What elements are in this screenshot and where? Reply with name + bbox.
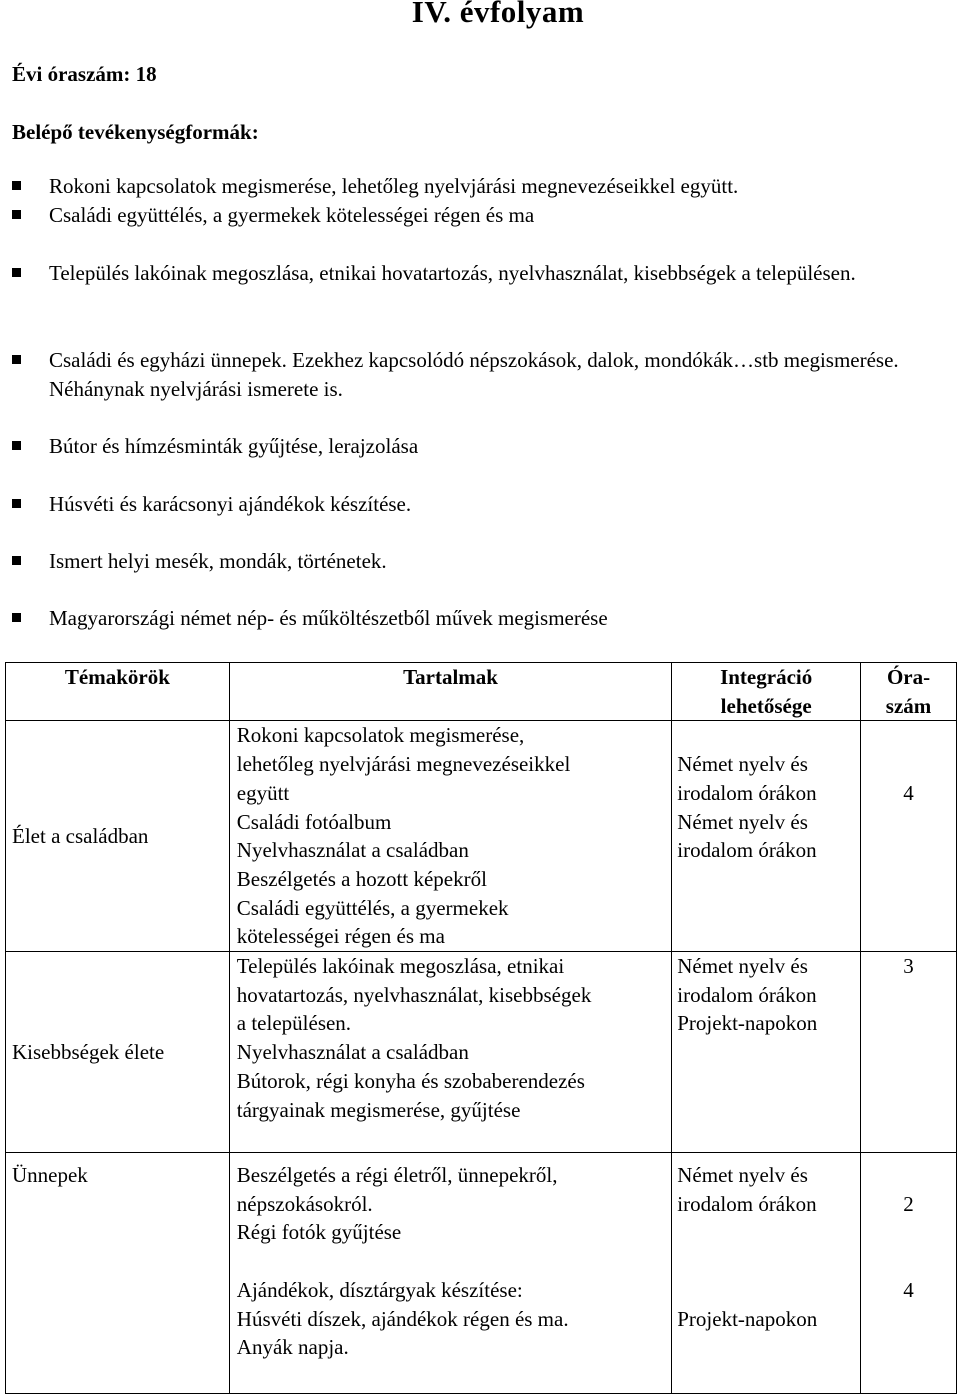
list-item [12, 432, 912, 461]
topic-cell: Élet a családban [6, 721, 230, 952]
content-line: Anyák napja. [236, 1335, 349, 1360]
integration-line: Német nyelv és [677, 1163, 808, 1188]
header-integration [672, 663, 861, 721]
spacer [861, 750, 956, 779]
square-bullet-icon [12, 268, 21, 277]
content-line: Nyelvhasználat a családban [236, 1040, 469, 1065]
square-bullet-icon [12, 181, 21, 190]
integration-line: Német nyelv és [677, 809, 808, 834]
integration-cell [672, 721, 861, 952]
content-cell [229, 952, 671, 1153]
table-row [6, 1153, 957, 1394]
list-item-text: Családi együttélés, a gyermekek kötelességei régen és ma [49, 203, 535, 227]
integration-line: Projekt-napokon [677, 1011, 818, 1036]
content-line: Rokoni kapcsolatok megismerése, [236, 723, 525, 748]
square-bullet-icon [12, 499, 21, 508]
header-integration-line1: Integráció [720, 665, 813, 689]
header-hours-line1: Óra- [886, 665, 931, 689]
content-line: Családi együttélés, a gyermekek [236, 895, 509, 920]
header-contents: Tartalmak [229, 663, 671, 721]
list-item-text: Rokoni kapcsolatok megismerése, lehetőleg nyelvjárási megnevezéseikkel együtt. [49, 174, 739, 198]
hours-cell [861, 721, 957, 952]
hours-value: 2 [903, 1191, 914, 1216]
list-item-text: Magyarországi német nép- és műköltészetből művek megismerése [49, 606, 608, 630]
table-row [6, 952, 957, 1153]
spacer [861, 1161, 956, 1190]
hours-value: 4 [903, 780, 914, 805]
list-item [12, 172, 912, 201]
list-item [12, 604, 912, 633]
hours-cell [861, 1153, 957, 1394]
content-line: népszokásokról. [236, 1191, 373, 1216]
square-bullet-icon [12, 355, 21, 364]
topic-cell: Kisebbségek élete [6, 952, 230, 1153]
hours-value: 3 [903, 954, 914, 979]
list-item [12, 490, 912, 519]
integration-line: Német nyelv és [677, 752, 808, 777]
square-bullet-icon [12, 613, 21, 622]
spacer [861, 721, 956, 750]
integration-line: irodalom órákon [677, 982, 817, 1007]
content-line: hovatartozás, nyelvhasználat, kisebbségek [236, 982, 592, 1007]
content-line: Régi fotók gyűjtése [236, 1220, 402, 1245]
content-line: lehetőleg nyelvjárási megnevezéseikkel [236, 752, 571, 777]
content-line: Nyelvhasználat a családban [236, 838, 469, 863]
content-line: Beszélgetés a régi életről, ünnepekről, [236, 1163, 558, 1188]
topic-cell: Ünnepek [6, 1153, 230, 1394]
table-row [6, 721, 957, 952]
integration-line: Projekt-napokon [677, 1306, 818, 1331]
table-header-row [6, 663, 957, 721]
content-line: együtt [236, 780, 290, 805]
hours-cell [861, 952, 957, 1153]
square-bullet-icon [12, 556, 21, 565]
spacer [677, 1276, 860, 1305]
list-item [12, 547, 912, 576]
content-line: a településen. [236, 1011, 352, 1036]
content-cell [229, 1153, 671, 1394]
spacer [861, 1218, 956, 1247]
spacer [861, 1247, 956, 1276]
list-item-text: Ismert helyi mesék, mondák, történetek. [49, 549, 387, 573]
content-line: tárgyainak megismerése, gyűjtése [236, 1097, 521, 1122]
header-hours [861, 663, 957, 721]
page-title: IV. évfolyam [411, 0, 585, 29]
list-item-text: Település lakóinak megoszlása, etnikai hovatartozás, nyelvhasználat, kisebbségek a településen. [49, 261, 856, 285]
square-bullet-icon [12, 210, 21, 219]
list-item [12, 259, 912, 288]
list-item [12, 201, 912, 230]
content-line: kötelességei régen és ma [236, 924, 445, 949]
list-item [12, 346, 912, 404]
curriculum-table [5, 662, 957, 1394]
integration-cell [672, 1153, 861, 1394]
activities-heading: Belépő tevékenységformák: [12, 120, 259, 144]
content-line: Családi fotóalbum [236, 809, 392, 834]
header-topics: Témakörök [6, 663, 230, 721]
header-hours-line2: szám [885, 693, 932, 718]
hours-value: 4 [903, 1277, 914, 1302]
integration-line: irodalom órákon [677, 780, 817, 805]
header-integration-line2: lehetősége [720, 693, 812, 718]
spacer [677, 721, 860, 750]
content-line: Húsvéti díszek, ajándékok régen és ma. [236, 1306, 569, 1331]
list-item-text: Húsvéti és karácsonyi ajándékok készítése. [49, 492, 412, 516]
integration-cell [672, 952, 861, 1153]
spacer [237, 1247, 667, 1276]
integration-line: irodalom órákon [677, 1191, 817, 1216]
annual-hours: Évi óraszám: 18 [12, 62, 157, 86]
content-line: Bútorok, régi konyha és szobaberendezés [236, 1068, 585, 1093]
square-bullet-icon [12, 441, 21, 450]
content-line: Ajándékok, dísztárgyak készítése: [236, 1277, 523, 1302]
spacer [677, 1247, 860, 1276]
content-cell [229, 721, 671, 952]
content-line: Település lakóinak megoszlása, etnikai [236, 954, 565, 979]
list-item-text: Családi és egyházi ünnepek. Ezekhez kapcsolódó népszokások, dalok, mondókák…stb megismerése. Néhánynak nyelvjárási ismerete is. [49, 348, 899, 401]
integration-line: irodalom órákon [677, 838, 817, 863]
content-line: Beszélgetés a hozott képekről [236, 866, 487, 891]
integration-line: Német nyelv és [677, 954, 808, 979]
spacer [677, 1218, 860, 1247]
list-item-text: Bútor és hímzésminták gyűjtése, lerajzolása [49, 434, 419, 458]
